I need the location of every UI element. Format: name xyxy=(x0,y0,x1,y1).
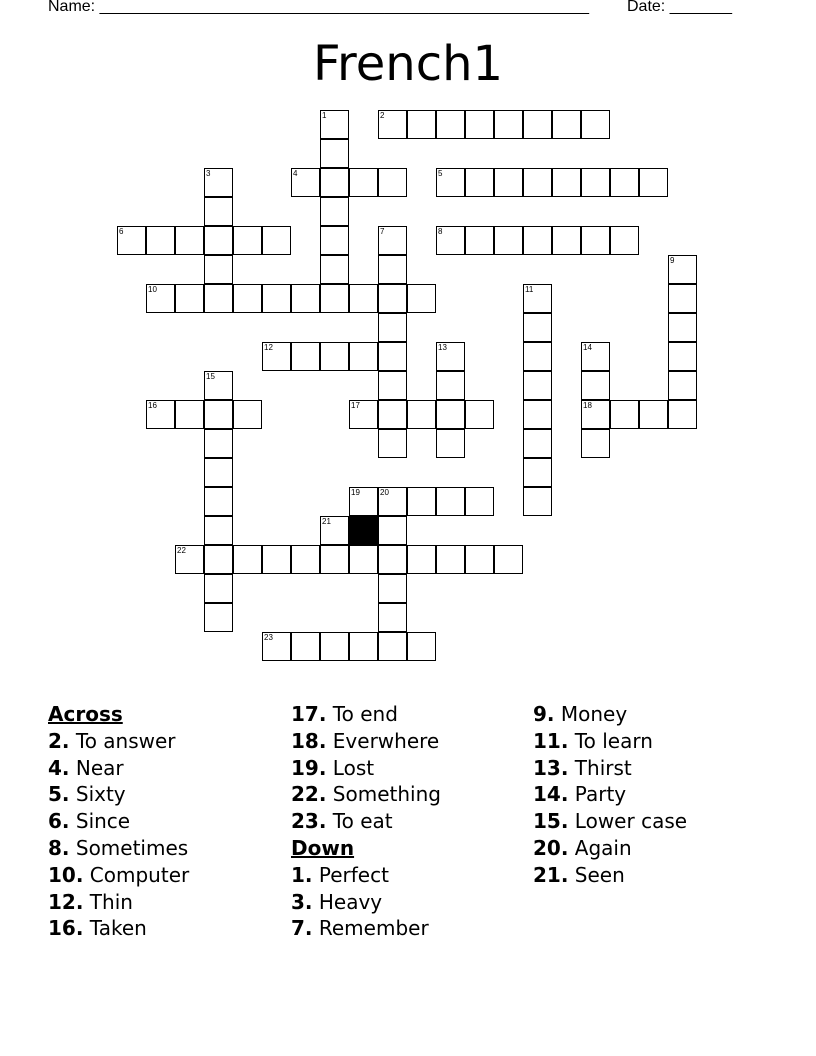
clue-across-19 xyxy=(291,755,441,782)
grid-cell[interactable] xyxy=(465,226,494,255)
grid-cell[interactable] xyxy=(349,284,378,313)
clue-text: Sometimes xyxy=(75,835,189,860)
down-heading: Down xyxy=(291,835,355,860)
grid-cell[interactable] xyxy=(378,487,407,516)
grid-cell[interactable] xyxy=(378,284,407,313)
clue-number: 4. xyxy=(48,755,70,780)
clue-text: Thirst xyxy=(574,755,632,780)
grid-cell[interactable] xyxy=(436,226,465,255)
grid-cell[interactable] xyxy=(204,516,233,545)
clue-number: 15. xyxy=(533,809,569,834)
grid-cell[interactable] xyxy=(378,603,407,632)
grid-cell[interactable] xyxy=(523,168,552,197)
grid-cell[interactable] xyxy=(233,284,262,313)
grid-cell[interactable] xyxy=(320,516,349,545)
cell-number: 15 xyxy=(206,372,215,381)
clue-down-20 xyxy=(533,835,687,862)
grid-cell[interactable] xyxy=(262,545,291,574)
cell-number: 22 xyxy=(177,546,186,555)
clue-text: To eat xyxy=(332,809,393,834)
grid-cell[interactable] xyxy=(204,458,233,487)
grid-cell[interactable] xyxy=(262,284,291,313)
grid-cell[interactable] xyxy=(204,429,233,458)
cell-number: 19 xyxy=(351,488,360,497)
grid-cell[interactable] xyxy=(146,226,175,255)
grid-cell[interactable] xyxy=(204,284,233,313)
cell-number: 11 xyxy=(525,285,534,294)
clue-text: Perfect xyxy=(318,862,389,887)
grid-cell[interactable] xyxy=(378,168,407,197)
grid-cell[interactable] xyxy=(436,371,465,400)
clue-number: 20. xyxy=(533,835,569,860)
cell-number: 13 xyxy=(438,343,447,352)
grid-cell[interactable] xyxy=(262,226,291,255)
grid-cell[interactable] xyxy=(291,342,320,371)
grid-cell[interactable] xyxy=(465,400,494,429)
clue-number: 16. xyxy=(48,916,84,941)
clue-number: 19. xyxy=(291,755,327,780)
grid-cell[interactable] xyxy=(291,545,320,574)
grid-cell[interactable] xyxy=(407,110,436,139)
grid-cell[interactable] xyxy=(436,110,465,139)
grid-cell[interactable] xyxy=(523,284,552,313)
clue-text: Heavy xyxy=(318,889,383,914)
clue-text: Everwhere xyxy=(332,728,440,753)
grid-cell[interactable] xyxy=(436,487,465,516)
grid-cell[interactable] xyxy=(204,197,233,226)
grid-cell[interactable] xyxy=(378,516,407,545)
puzzle-title: French1 xyxy=(312,36,504,92)
grid-cell[interactable] xyxy=(378,574,407,603)
clue-across-5 xyxy=(48,781,189,808)
grid-cell[interactable] xyxy=(581,400,610,429)
grid-cell[interactable] xyxy=(378,255,407,284)
grid-cell[interactable] xyxy=(320,545,349,574)
grid-cell[interactable] xyxy=(320,284,349,313)
clues-column-2 xyxy=(291,701,441,942)
clue-number: 22. xyxy=(291,782,327,807)
grid-cell[interactable] xyxy=(262,632,291,661)
grid-cell[interactable] xyxy=(349,487,378,516)
clue-number: 21. xyxy=(533,862,569,887)
clues-column-3 xyxy=(533,701,687,889)
grid-cell[interactable] xyxy=(407,284,436,313)
clue-number: 3. xyxy=(291,889,313,914)
grid-cell[interactable] xyxy=(523,342,552,371)
cell-number: 23 xyxy=(264,633,273,642)
clue-text: Lost xyxy=(332,755,375,780)
clue-down-15 xyxy=(533,808,687,835)
grid-cell[interactable] xyxy=(581,429,610,458)
grid-cell[interactable] xyxy=(233,545,262,574)
clue-across-18 xyxy=(291,728,441,755)
grid-cell[interactable] xyxy=(407,545,436,574)
cell-number: 7 xyxy=(380,227,385,236)
clue-number: 14. xyxy=(533,782,569,807)
grid-cell[interactable] xyxy=(349,632,378,661)
clue-number: 5. xyxy=(48,782,70,807)
grid-cell[interactable] xyxy=(552,226,581,255)
grid-cell[interactable] xyxy=(349,545,378,574)
grid-cell[interactable] xyxy=(523,226,552,255)
clue-down-13 xyxy=(533,755,687,782)
clue-number: 10. xyxy=(48,862,84,887)
grid-cell[interactable] xyxy=(175,284,204,313)
cell-number: 21 xyxy=(322,517,331,526)
cell-number: 4 xyxy=(293,169,298,178)
clue-text: Taken xyxy=(89,916,147,941)
clue-text: To end xyxy=(332,702,398,726)
clue-text: Remember xyxy=(318,916,429,941)
grid-cell[interactable] xyxy=(523,458,552,487)
clues-column-1 xyxy=(48,701,189,942)
clue-text: Something xyxy=(332,782,441,807)
grid-cell[interactable] xyxy=(262,342,291,371)
grid-cell[interactable] xyxy=(610,168,639,197)
grid-cell[interactable] xyxy=(610,226,639,255)
black-cell xyxy=(349,516,378,545)
clue-number: 8. xyxy=(48,835,70,860)
clue-down-21 xyxy=(533,862,687,889)
clue-number: 2. xyxy=(48,728,70,753)
grid-cell[interactable] xyxy=(320,168,349,197)
name-field[interactable]: Name: _______________________________________________________ xyxy=(48,0,589,15)
grid-cell[interactable] xyxy=(378,342,407,371)
cell-number: 6 xyxy=(119,227,124,236)
clue-number: 12. xyxy=(48,889,84,914)
clue-down-3 xyxy=(291,889,441,916)
clue-text: Lower case xyxy=(574,809,688,834)
grid-cell[interactable] xyxy=(204,574,233,603)
clue-text: Again xyxy=(574,835,632,860)
grid-cell[interactable] xyxy=(320,632,349,661)
grid-cell[interactable] xyxy=(204,255,233,284)
clue-across-6 xyxy=(48,808,189,835)
clue-across-17 xyxy=(291,701,441,728)
grid-cell[interactable] xyxy=(117,226,146,255)
clue-down-1 xyxy=(291,862,441,889)
grid-cell[interactable] xyxy=(204,400,233,429)
clue-text: Party xyxy=(574,782,627,807)
grid-cell[interactable] xyxy=(668,400,697,429)
clue-number: 13. xyxy=(533,755,569,780)
cell-number: 10 xyxy=(148,285,157,294)
grid-cell[interactable] xyxy=(581,226,610,255)
grid-cell[interactable] xyxy=(378,371,407,400)
grid-cell[interactable] xyxy=(465,168,494,197)
grid-cell[interactable] xyxy=(494,168,523,197)
clue-number: 7. xyxy=(291,916,313,941)
cell-number: 1 xyxy=(322,111,327,120)
clue-down-7 xyxy=(291,915,441,942)
grid-cell[interactable] xyxy=(320,255,349,284)
grid-cell[interactable] xyxy=(349,168,378,197)
cell-number: 20 xyxy=(380,488,389,497)
clue-across-16 xyxy=(48,915,189,942)
grid-cell[interactable] xyxy=(523,313,552,342)
clue-text: Thin xyxy=(89,889,133,914)
grid-cell[interactable] xyxy=(204,371,233,400)
clue-text: Computer xyxy=(89,862,190,887)
grid-cell[interactable] xyxy=(146,400,175,429)
grid-cell[interactable] xyxy=(436,400,465,429)
across-heading: Across xyxy=(48,702,123,726)
clue-text: To learn xyxy=(574,728,653,753)
grid-cell[interactable] xyxy=(668,313,697,342)
grid-cell[interactable] xyxy=(291,632,320,661)
clue-text: Since xyxy=(75,809,131,834)
grid-cell[interactable] xyxy=(610,400,639,429)
grid-cell[interactable] xyxy=(320,226,349,255)
grid-cell[interactable] xyxy=(581,342,610,371)
grid-cell[interactable] xyxy=(523,487,552,516)
grid-cell[interactable] xyxy=(378,226,407,255)
clue-number: 23. xyxy=(291,809,327,834)
clue-across-12 xyxy=(48,889,189,916)
grid-cell[interactable] xyxy=(407,487,436,516)
grid-cell[interactable] xyxy=(378,313,407,342)
cell-number: 16 xyxy=(148,401,157,410)
grid-cell[interactable] xyxy=(291,168,320,197)
grid-cell[interactable] xyxy=(233,400,262,429)
grid-cell[interactable] xyxy=(668,284,697,313)
cell-number: 14 xyxy=(583,343,592,352)
grid-cell[interactable] xyxy=(436,429,465,458)
clue-down-14 xyxy=(533,781,687,808)
clue-text: Near xyxy=(75,755,124,780)
grid-cell[interactable] xyxy=(378,429,407,458)
grid-cell[interactable] xyxy=(175,545,204,574)
grid-cell[interactable] xyxy=(378,400,407,429)
clue-down-9 xyxy=(533,701,687,728)
grid-cell[interactable] xyxy=(204,226,233,255)
grid-cell[interactable] xyxy=(494,226,523,255)
grid-cell[interactable] xyxy=(523,110,552,139)
clue-text: Sixty xyxy=(75,782,126,807)
cell-number: 18 xyxy=(583,401,592,410)
grid-cell[interactable] xyxy=(668,371,697,400)
clue-number: 11. xyxy=(533,728,569,753)
grid-cell[interactable] xyxy=(465,487,494,516)
grid-cell[interactable] xyxy=(523,429,552,458)
grid-cell[interactable] xyxy=(175,400,204,429)
grid-cell[interactable] xyxy=(668,255,697,284)
clue-number: 9. xyxy=(533,702,555,726)
grid-cell[interactable] xyxy=(320,197,349,226)
grid-cell[interactable] xyxy=(320,110,349,139)
grid-cell[interactable] xyxy=(465,545,494,574)
cell-number: 2 xyxy=(380,111,385,120)
grid-cell[interactable] xyxy=(320,342,349,371)
clue-number: 18. xyxy=(291,728,327,753)
grid-cell[interactable] xyxy=(436,545,465,574)
grid-cell[interactable] xyxy=(639,168,668,197)
grid-cell[interactable] xyxy=(465,110,494,139)
grid-cell[interactable] xyxy=(378,545,407,574)
clue-across-2 xyxy=(48,728,189,755)
grid-cell[interactable] xyxy=(233,226,262,255)
grid-cell[interactable] xyxy=(349,342,378,371)
cell-number: 3 xyxy=(206,169,211,178)
grid-cell[interactable] xyxy=(407,400,436,429)
cell-number: 8 xyxy=(438,227,443,236)
grid-cell[interactable] xyxy=(204,487,233,516)
clue-across-10 xyxy=(48,862,189,889)
cell-number: 9 xyxy=(670,256,675,265)
clue-text: Seen xyxy=(574,862,625,887)
clue-number: 1. xyxy=(291,862,313,887)
grid-cell[interactable] xyxy=(668,342,697,371)
grid-cell[interactable] xyxy=(436,342,465,371)
grid-cell[interactable] xyxy=(494,545,523,574)
grid-cell[interactable] xyxy=(204,545,233,574)
cell-number: 5 xyxy=(438,169,443,178)
grid-cell[interactable] xyxy=(581,110,610,139)
grid-cell[interactable] xyxy=(378,110,407,139)
grid-cell[interactable] xyxy=(552,110,581,139)
grid-cell[interactable] xyxy=(523,371,552,400)
grid-cell[interactable] xyxy=(552,168,581,197)
clue-text: Money xyxy=(560,702,628,726)
cell-number: 17 xyxy=(351,401,360,410)
grid-cell[interactable] xyxy=(407,632,436,661)
grid-cell[interactable] xyxy=(349,400,378,429)
grid-cell[interactable] xyxy=(581,371,610,400)
cell-number: 12 xyxy=(264,343,273,352)
grid-cell[interactable] xyxy=(175,226,204,255)
grid-cell[interactable] xyxy=(523,400,552,429)
clue-number: 6. xyxy=(48,809,70,834)
grid-cell[interactable] xyxy=(436,168,465,197)
grid-cell[interactable] xyxy=(204,603,233,632)
grid-cell[interactable] xyxy=(494,110,523,139)
clue-across-23 xyxy=(291,808,441,835)
grid-cell[interactable] xyxy=(204,168,233,197)
clue-down-11 xyxy=(533,728,687,755)
clue-across-4 xyxy=(48,755,189,782)
clue-text: To answer xyxy=(75,728,176,753)
grid-cell[interactable] xyxy=(291,284,320,313)
clue-across-8 xyxy=(48,835,189,862)
clue-number: 17. xyxy=(291,702,327,726)
grid-cell[interactable] xyxy=(320,139,349,168)
grid-cell[interactable] xyxy=(581,168,610,197)
clue-across-22 xyxy=(291,781,441,808)
grid-cell[interactable] xyxy=(146,284,175,313)
date-field[interactable]: Date: _______ xyxy=(627,0,732,15)
grid-cell[interactable] xyxy=(639,400,668,429)
grid-cell[interactable] xyxy=(378,632,407,661)
